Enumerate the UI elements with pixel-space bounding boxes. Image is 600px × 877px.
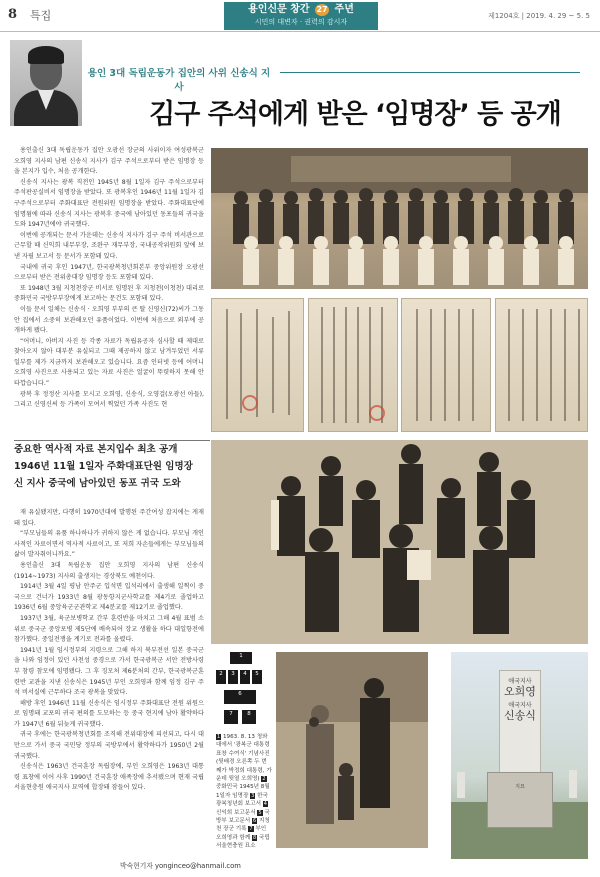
caption-number: 4 <box>263 801 267 808</box>
grave-base-text: 지묘 <box>515 784 525 790</box>
portrait-photo <box>10 40 82 126</box>
doc-text-column <box>458 309 460 421</box>
doc-text-column <box>321 307 323 423</box>
legend-cell: 1 <box>230 652 252 664</box>
subhead-line: 신 지사 중국에 남아있던 동포 귀국 도와 <box>14 478 181 489</box>
subhead-line: 1946년 11월 1일자 주화대표단원 임명장 <box>14 461 193 472</box>
caption-text: 지청천 장군 기록 <box>216 818 270 833</box>
doc-text-column <box>226 309 228 419</box>
caption-text: 부인 오희영과 함께 <box>216 826 267 841</box>
masthead-anniversary-pre: 창간 <box>290 4 310 15</box>
section-label: 특집 <box>30 9 52 22</box>
paragraph: 국내에 귀국 후인 1947년, 한국광복청년회본부 중앙위원장 오광선으로부터 받은 전위총대장 임명장 등도 포함돼 있다. <box>14 263 204 282</box>
legend-cell: 2 <box>216 670 226 684</box>
legend-cell: 6 <box>224 690 256 704</box>
comrades-photo-figures <box>211 440 588 644</box>
paragraph: 신송식 지사는 광복 직전인 1945년 8월 1일자 김구 주석으로부터 주석판공실비서 임명장을 받았다. 또 광복후인 1946년 11월 1일자 김구주석으로부터 주화대표단 전원위원 임명장을 받았다. 주화대표단에 임명됨에 따라 신송식 지사는 광복후 중국에 남아있던 동포들의 귀국을 도와 1947년에야 귀국했다. <box>14 178 204 229</box>
grave-engraving <box>502 678 538 722</box>
grave-left-line: 애국지사 <box>508 678 532 685</box>
doc-text-column <box>369 307 371 423</box>
doc-text-column <box>536 309 538 421</box>
paragraph: 용인출신 3대 독립운동 집안 오희영 지사의 남편 신송식(1914~1973) 지사의 출생지는 경상북도 예천이다. <box>14 561 204 580</box>
doc-text-column <box>357 307 359 423</box>
doc-text-column <box>578 309 580 421</box>
doc-text-column <box>550 309 552 421</box>
paragraph: 용인출신 3대 독립운동가 집안 오광선 장군의 사위이자 여성광복군 오희영 지사의 남편 신송식 지사가 김구 주석으로부터 받은 임명장 등을 본지가 입수, 처음 공개한다. <box>14 147 204 176</box>
paragraph: 이들 문서 일체는 신송식 · 오희영 부부의 큰 딸 신영신(72)씨가 그동안 집에서 소중히 보관해오던 유품이었다. 이번에 처음으로 외부에 공개하게 됐다. <box>14 305 204 335</box>
document-appointment-1 <box>211 298 304 432</box>
comrades-photo <box>211 440 588 644</box>
subhead-line: 중요한 역사적 자료 본지입수 최초 공개 <box>14 444 178 455</box>
group-photo <box>211 148 588 289</box>
caption-text: 국방부 보고문서 <box>216 809 270 825</box>
doc-text-column <box>564 309 566 421</box>
masthead <box>224 2 378 30</box>
headline: 김구 주석에게 받은 ‘임명장’ 등 공개 <box>149 99 561 130</box>
doc-text-column <box>472 309 474 421</box>
anniversary-badge: 27 <box>316 5 328 14</box>
family-photo <box>276 652 428 848</box>
paragraph: 또 1948년 3월 지청천장군 비서로 임명된 후 지청천(이청천) 대리로 중화민국 국방부부장에게 보고하는 문건도 포함돼 있다. <box>14 284 204 303</box>
masthead-anniversary-post: 주년 <box>334 4 354 15</box>
caption-number: 7 <box>249 826 253 833</box>
caption-text: 1963. 8. 13 청와대에서 '광복군 대통령 표창 수여식' 기념사진(뒷배경 오른쪽 두 번째가 박정희 대통령, 가운데 뒷열 오희영) <box>216 734 272 783</box>
paragraph: “부모님들의 유품 하나하나가 귀하지 않은 게 없습니다. 부모님 개인사적인 자료이면서 역사적 사료이고, 또 저희 자손들에게는 부모님들의 삶이 발자취이니까요.” <box>14 530 204 559</box>
doc-text-column <box>522 309 524 421</box>
byline: 박숙현기자 yonginceo@hanmail.com <box>120 862 241 870</box>
grave-photo <box>451 652 588 859</box>
doc-text-column <box>444 309 446 421</box>
paragraph: 귀국 후에는 한국광복청년회를 조직해 전위대장에 피선되고, 다시 대만으로 가서 중국 국민당 정부의 국방부에서 활약하다가 1950년 2월 귀국했다. <box>14 731 204 760</box>
paragraph: 1937년 3월, 육군보병학교 간부 훈련반을 마치고 그해 4월 표범 소위로 중국군 중앙포병 제5단에 배속되어 장교 생활을 하다 대일항전에 참가했다. 중일전쟁을 계기로 전과를 올렸다. <box>14 614 204 644</box>
document-report-4 <box>495 298 588 432</box>
seal-stamp <box>369 405 385 421</box>
kicker-rule <box>280 72 580 73</box>
paragraph: 신송식은 1963년 건국훈장 독립장에, 부인 오희영은 1963년 대통령 표창에 이어 사후 1990년 건국훈장 애족장에 추서됐으며 현재 국립서울현충원 애국지사 묘역에 합장돼 잠들어 있다. <box>14 763 204 792</box>
grave-base <box>487 772 553 828</box>
doc-text-column <box>288 311 290 415</box>
caption-number: 5 <box>258 809 262 816</box>
caption-number: 1 <box>217 734 221 740</box>
legend-cell: 5 <box>252 670 262 684</box>
legend-cell: 7 <box>224 710 238 724</box>
paragraph: 광복 후 정정산 지사를 모시고 오희영, 신송식, 오영걸(오광선 아들), 그리고 신영신씨 등 가족이 모여서 찍었던 가족 사진도 현 <box>14 390 204 409</box>
paragraph: 1914년 3월 4일 평남 안주군 입석면 입석리에서 출생해 일찍이 중국으로 건너가 1933년 8월 광동항지군사학교를 제4기로 졸업하고 1936년 6월 중앙육군군관학교 제4분교를 제12기로 졸업했다. <box>14 583 204 612</box>
page-number: 8 <box>8 7 18 22</box>
article-body-top <box>14 146 204 434</box>
document-appointment-2 <box>308 298 398 432</box>
paragraph: 재 유실됐지만, 다행히 1970년대에 발행된 주간여성 잡지에는 게재돼 있다. <box>14 509 204 527</box>
photo-captions <box>216 733 272 851</box>
kicker: 용인 3대 독립운동가 집안의 사위 신송식 지사 <box>87 68 271 93</box>
subheadline <box>14 441 210 492</box>
portrait-hair <box>28 46 64 64</box>
caption-number: 3 <box>251 792 255 799</box>
paragraph: 1941년 1월 임시정부의 지령으로 그해 하지 북부전선 일본 중국군을 나와 임정이 있던 사천성 중경으로 가서 한국광복군 서안 전방사령부 참령 참모에 임명됐다. 그 후 징모처 제6분처의 간부, 한국광복군훈련반 교관을 지낸 신송식은 1945년 부인 오희영과 함께 임정 김구 주석 비서실에 근무하다 조국 광복을 맞았다. <box>14 646 204 697</box>
group-photo-figures <box>211 148 588 289</box>
grave-right-name: 신송식 <box>504 709 536 722</box>
paragraph: 이번에 공개되는 문서 가운데는 신송식 지사가 김구 주석 비서관으로 근무할 때 신익희 내무부장, 조완구 재무부장, 국내공작위원회 앞에 보낸 자필 보고서 등 문서가 포함돼 있다. <box>14 231 204 260</box>
caption-number: 6 <box>252 818 257 825</box>
seal-stamp <box>242 395 258 411</box>
doc-text-column <box>333 307 335 423</box>
caption-text: 신익희 보고문서 <box>216 809 256 816</box>
caption-number: 8 <box>252 834 257 841</box>
doc-text-column <box>240 313 242 413</box>
document-report-3 <box>401 298 491 432</box>
grave-left-name: 오희영 <box>504 685 536 698</box>
grave-right-line: 애국지사 <box>508 702 532 709</box>
photo-legend <box>216 652 264 730</box>
doc-text-column <box>508 309 510 421</box>
caption-text: 중화민국 1945년 8월 1일자 임명장 <box>216 784 270 799</box>
masthead-slogan: 시민의 대변자 · 권력의 감시자 <box>254 18 348 26</box>
legend-cell: 4 <box>240 670 250 684</box>
caption-number: 2 <box>262 776 266 783</box>
doc-text-column <box>430 309 432 421</box>
family-photo-figures <box>276 652 428 848</box>
caption-text: 국립 서울현충원 묘소 <box>216 834 270 850</box>
caption-text: 한국광복청년회 보고서 <box>216 792 268 808</box>
doc-text-column <box>345 307 347 423</box>
masthead-title: 용인신문 <box>248 4 287 15</box>
issue-info: 제1204호 | 2019. 4. 29 ~ 5. 5 <box>488 12 590 20</box>
masthead-title-row <box>224 2 378 17</box>
page-header <box>0 0 600 32</box>
doc-text-column <box>272 317 274 413</box>
paragraph: 해방 후인 1946년 11월 신송식은 임시정부 주화대표단 전원 위원으로 임명돼 교포의 귀국 편의를 도모하는 등 중국 현지에 남아 활약하다가 1947년 6월 뒤늦게 귀국했다. <box>14 699 204 728</box>
legend-cell: 8 <box>242 710 256 724</box>
article-body-bottom <box>14 508 204 850</box>
doc-text-column <box>416 309 418 421</box>
paragraph: “어머니, 아버지 사진 등 각종 자료가 독립유공자 심사할 때 제대로 찾아오지 않아 대부분 유실되고 그때 제공하지 않고 남겨두었던 서류 일부를 제가 지금까지 보관해오고 있습니다. 요즘 인터넷 등에 어머니 오희영 사진으로 사용되고 있는 자료 사진은 얼굴이 뚜렷하지 못해 안타깝습니다.” <box>14 337 204 388</box>
legend-cell: 3 <box>228 670 238 684</box>
